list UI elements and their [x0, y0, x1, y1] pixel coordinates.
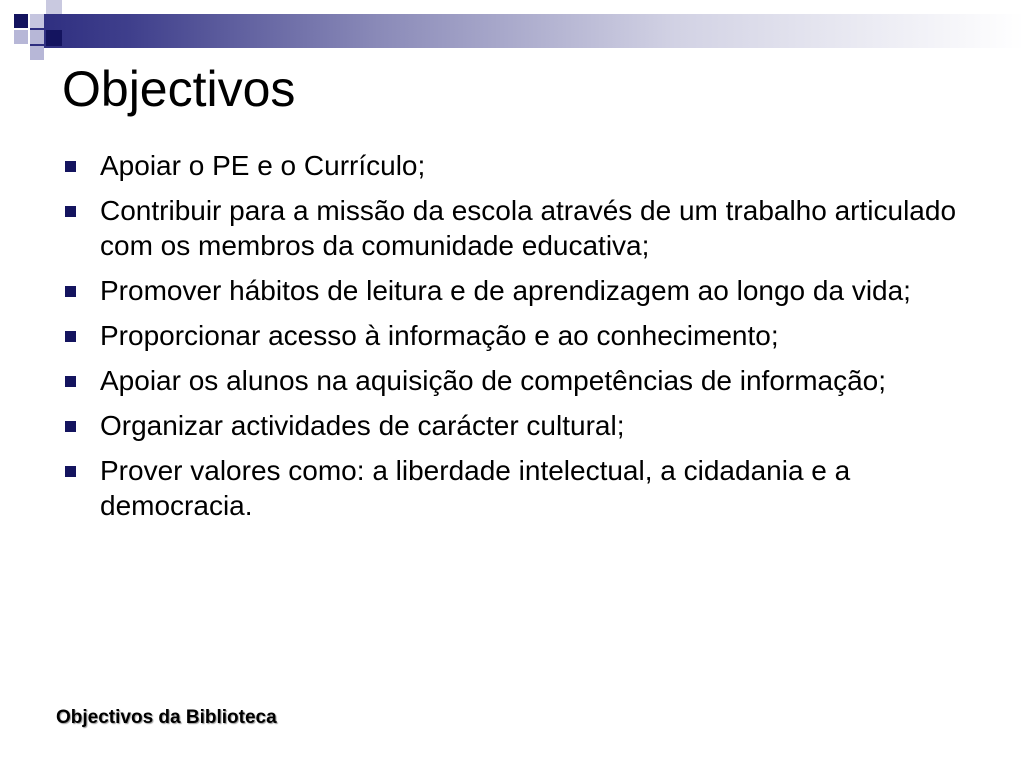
header-square-decoration	[30, 14, 44, 28]
square-bullet-icon	[65, 161, 76, 172]
header-square-decoration	[14, 30, 28, 44]
bullet-item	[62, 453, 972, 523]
bullet-item	[62, 148, 972, 183]
header-square-decoration	[46, 0, 62, 14]
header-square-decoration	[46, 30, 62, 46]
slide-footer: Objectivos da Biblioteca	[56, 707, 277, 728]
bullet-text: Proporcionar acesso à informação e ao conhecimento;	[100, 320, 779, 351]
bullet-item	[62, 408, 972, 443]
square-bullet-icon	[65, 376, 76, 387]
bullet-item	[62, 193, 972, 263]
bullet-text: Organizar actividades de carácter cultural;	[100, 410, 625, 441]
slide-title: Objectivos	[62, 61, 296, 117]
square-bullet-icon	[65, 206, 76, 217]
square-bullet-icon	[65, 466, 76, 477]
header-square-decoration	[30, 30, 44, 44]
bullet-text: Promover hábitos de leitura e de aprendizagem ao longo da vida;	[100, 275, 911, 306]
bullet-item	[62, 363, 972, 398]
square-bullet-icon	[65, 286, 76, 297]
header-square-decoration	[30, 46, 44, 60]
bullet-item	[62, 273, 972, 308]
bullet-item	[62, 318, 972, 353]
bullet-text: Apoiar os alunos na aquisição de competências de informação;	[100, 365, 887, 396]
bullet-text: Apoiar o PE e o Currículo;	[100, 150, 426, 181]
bullet-text: Contribuir para a missão da escola através de um trabalho articulado com os membros da comunidade educativa;	[100, 195, 957, 261]
header-square-decoration	[14, 14, 28, 28]
header-gradient-bar	[30, 14, 1024, 48]
square-bullet-icon	[65, 421, 76, 432]
square-bullet-icon	[65, 331, 76, 342]
bullet-text: Prover valores como: a liberdade intelectual, a cidadania e a democracia.	[100, 455, 851, 521]
bullet-list	[62, 148, 972, 533]
